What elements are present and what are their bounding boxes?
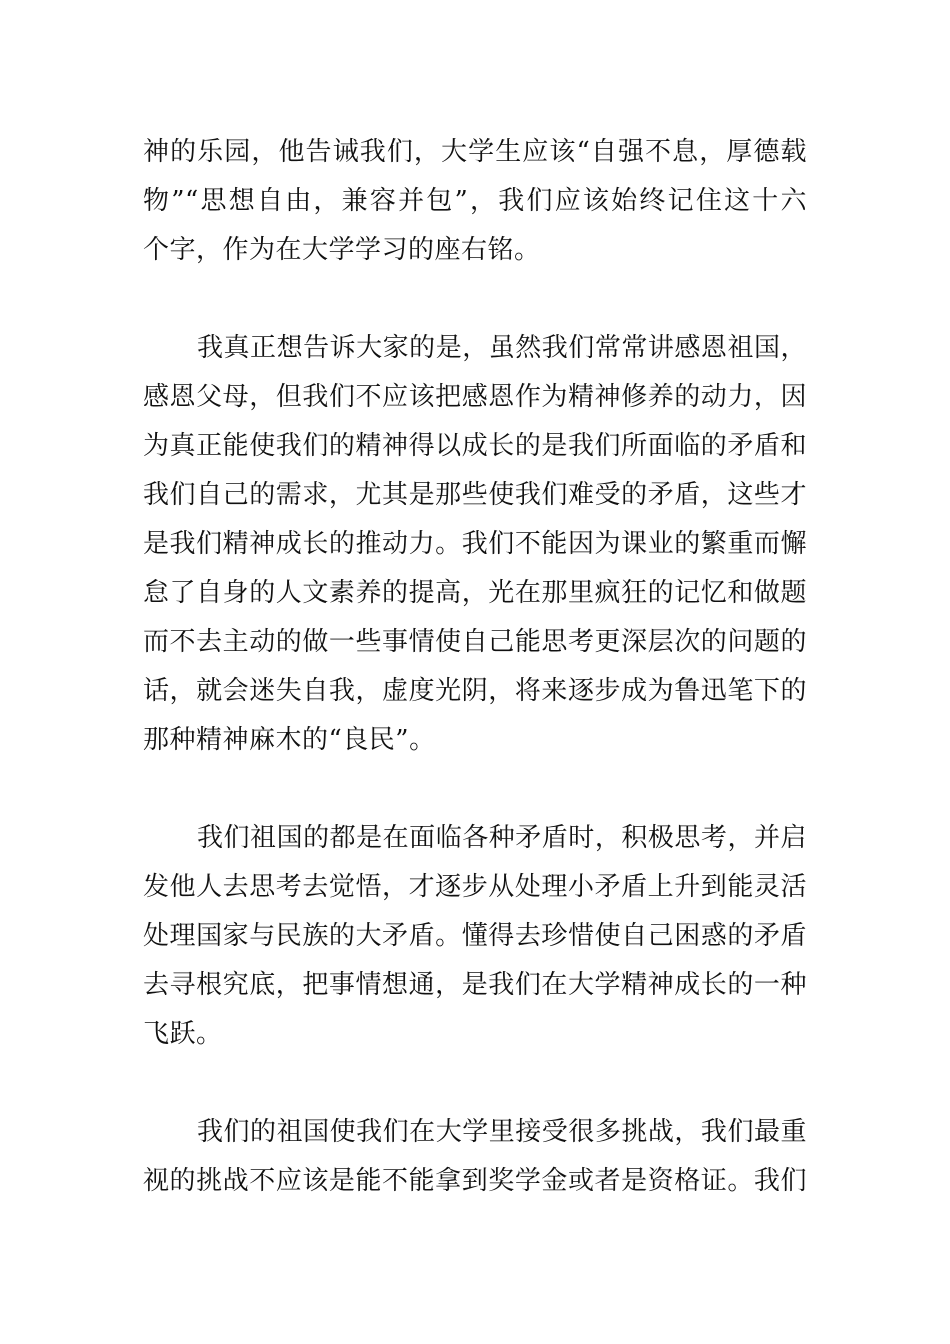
text-line: 话，就会迷失自我，虚度光阴，将来逐步成为鲁迅笔下的 — [143, 676, 807, 706]
text-line: 神的乐园，他告诫我们，大学生应该“自强不息，厚德载 — [143, 137, 807, 167]
text-line: 我们自己的需求，尤其是那些使我们难受的矛盾，这些才 — [143, 480, 807, 510]
paragraph-4 — [143, 1108, 807, 1206]
paragraph-1 — [143, 128, 807, 275]
text-line: 处理国家与民族的大矛盾。懂得去珍惜使自己困惑的矛盾 — [143, 921, 807, 951]
paragraph-2 — [143, 324, 807, 765]
text-line: 物”“思想自由，兼容并包”，我们应该始终记住这十六 — [143, 186, 807, 216]
text-line: 个字，作为在大学学习的座右铭。 — [143, 235, 541, 265]
text-line: 为真正能使我们的精神得以成长的是我们所面临的矛盾和 — [143, 431, 807, 461]
text-line: 飞跃。 — [143, 1019, 223, 1049]
text-line: 发他人去思考去觉悟，才逐步从处理小矛盾上升到能灵活 — [143, 872, 807, 902]
text-line: 是我们精神成长的推动力。我们不能因为课业的繁重而懈 — [143, 529, 807, 559]
text-line: 那种精神麻木的“良民”。 — [143, 725, 436, 755]
paragraph-3 — [143, 814, 807, 1059]
text-line: 去寻根究底，把事情想通，是我们在大学精神成长的一种 — [143, 970, 807, 1000]
text-line: 而不去主动的做一些事情使自己能思考更深层次的问题的 — [143, 627, 807, 657]
text-line: 感恩父母，但我们不应该把感恩作为精神修养的动力，因 — [143, 382, 807, 412]
text-line: 怠了自身的人文素养的提高，光在那里疯狂的记忆和做题 — [143, 578, 807, 608]
text-line: 我真正想告诉大家的是，虽然我们常常讲感恩祖国， — [197, 333, 807, 363]
text-line: 视的挑战不应该是能不能拿到奖学金或者是资格证。我们 — [143, 1166, 807, 1196]
text-line: 我们的祖国使我们在大学里接受很多挑战，我们最重 — [197, 1117, 807, 1147]
text-line: 我们祖国的都是在面临各种矛盾时，积极思考，并启 — [197, 823, 807, 853]
